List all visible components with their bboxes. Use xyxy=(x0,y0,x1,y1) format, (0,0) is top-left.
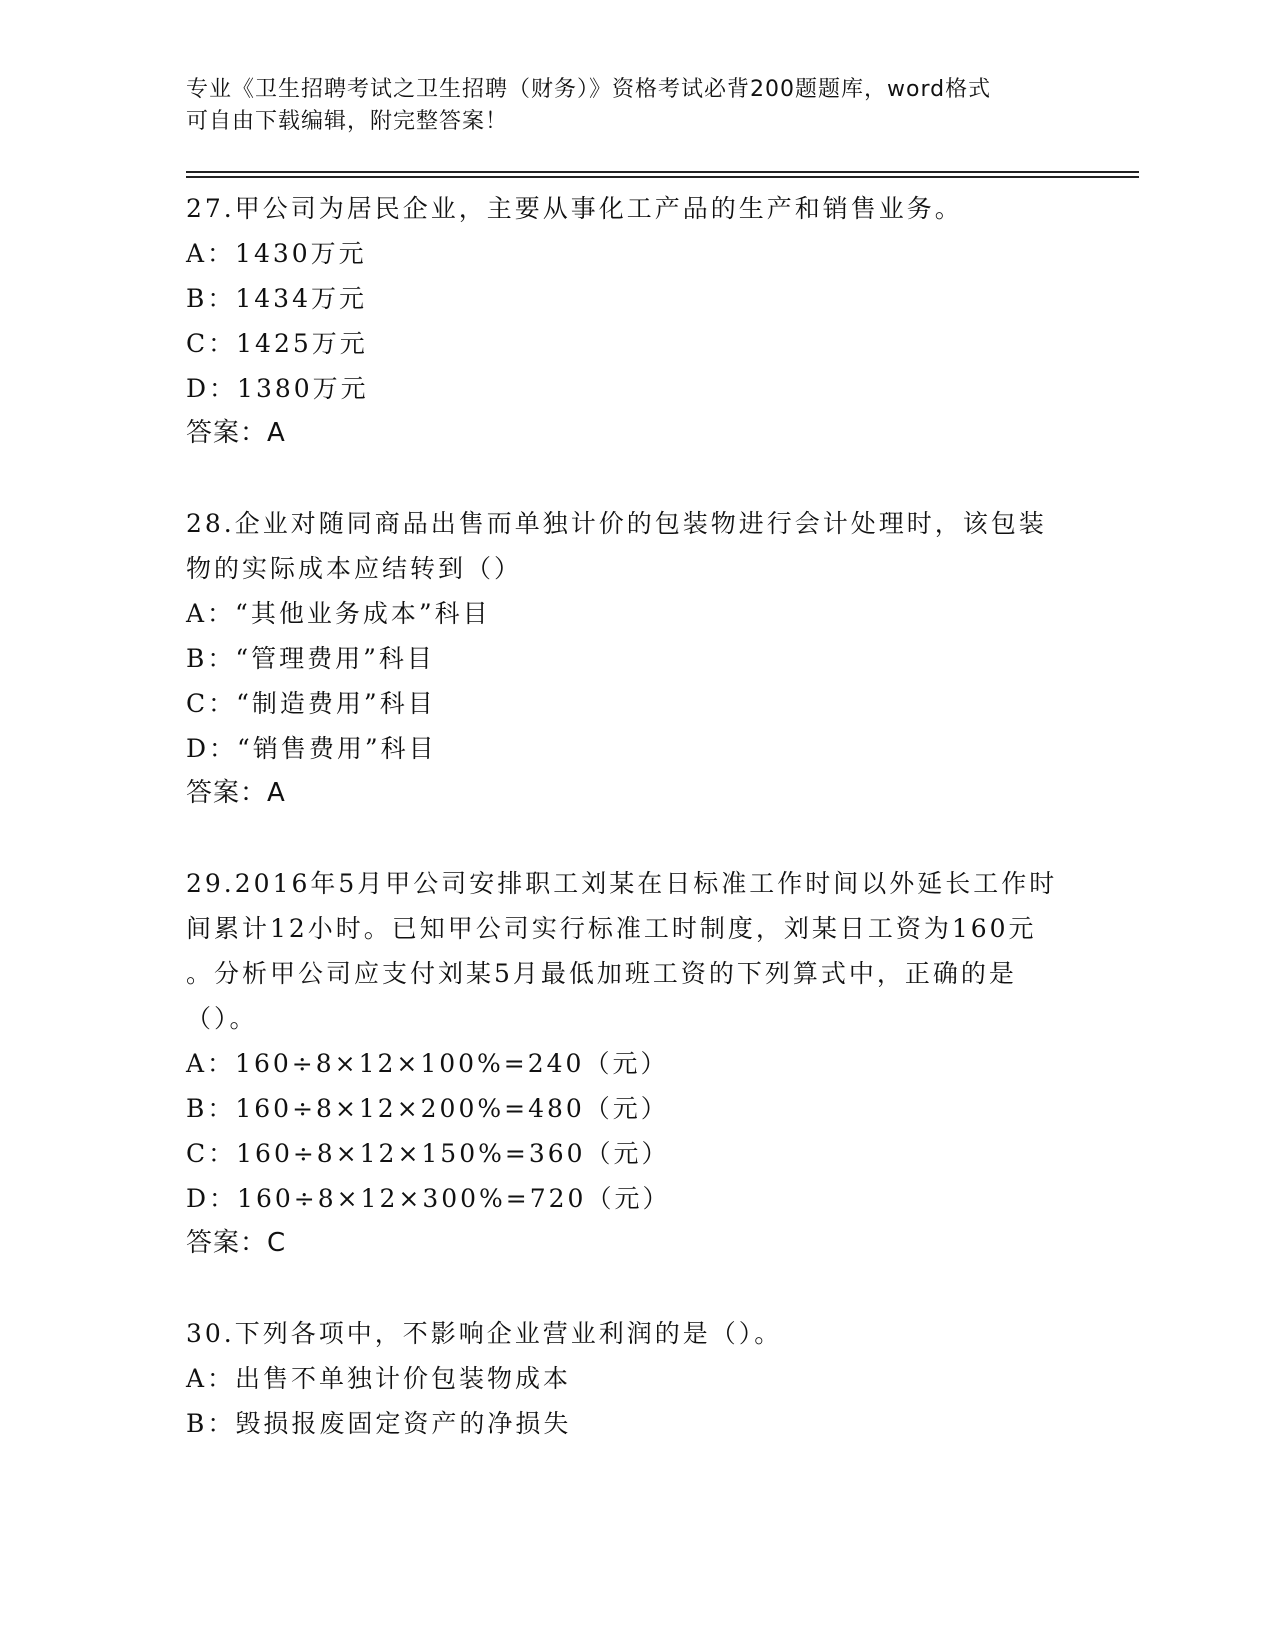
question-28 xyxy=(186,501,1086,816)
spacer xyxy=(186,456,1086,501)
question-stem: （）。 xyxy=(186,1004,258,1033)
question-stem: 29.2016年5月甲公司安排职工刘某在日标准工作时间以外延长工作时 xyxy=(186,869,1058,898)
option-a: A：160÷8×12×100%=240（元） xyxy=(186,1049,669,1078)
spacer xyxy=(186,816,1086,861)
question-list xyxy=(186,186,1086,1446)
question-stem: 。分析甲公司应支付刘某5月最低加班工资的下列算式中，正确的是 xyxy=(186,959,1017,988)
header-divider-bottom xyxy=(186,176,1139,178)
option-d: D：1380万元 xyxy=(186,374,369,403)
option-b: B：1434万元 xyxy=(186,284,367,313)
question-stem: 27.甲公司为居民企业，主要从事化工产品的生产和销售业务。 xyxy=(186,194,963,223)
spacer xyxy=(186,1266,1086,1311)
question-stem: 28.企业对随同商品出售而单独计价的包装物进行会计处理时，该包装 xyxy=(186,509,1047,538)
option-a: A：“其他业务成本”科目 xyxy=(186,599,491,628)
answer: 答案：A xyxy=(186,778,286,808)
question-stem: 间累计12小时。已知甲公司实行标准工时制度，刘某日工资为160元 xyxy=(186,914,1037,943)
question-stem: 物的实际成本应结转到（） xyxy=(186,554,523,583)
document-header xyxy=(186,74,1086,138)
option-b: B：160÷8×12×200%=480（元） xyxy=(186,1094,669,1123)
option-c: C：1425万元 xyxy=(186,329,368,358)
answer: 答案：C xyxy=(186,1228,287,1258)
option-b: B：“管理费用”科目 xyxy=(186,644,435,673)
question-30 xyxy=(186,1311,1086,1446)
header-line-1: 专业《卫生招聘考试之卫生招聘（财务）》资格考试必背200题题库，word格式 xyxy=(186,77,992,102)
question-27 xyxy=(186,186,1086,456)
header-line-2: 可自由下载编辑，附完整答案！ xyxy=(186,109,509,134)
option-b: B：毁损报废固定资产的净损失 xyxy=(186,1409,572,1438)
option-c: C：“制造费用”科目 xyxy=(186,689,436,718)
option-c: C：160÷8×12×150%=360（元） xyxy=(186,1139,670,1168)
option-a: A：出售不单独计价包装物成本 xyxy=(186,1364,572,1393)
question-29 xyxy=(186,861,1086,1266)
option-d: D：“销售费用”科目 xyxy=(186,734,437,763)
header-divider-top xyxy=(186,171,1139,173)
option-d: D：160÷8×12×300%=720（元） xyxy=(186,1184,671,1213)
option-a: A：1430万元 xyxy=(186,239,367,268)
answer: 答案：A xyxy=(186,418,286,448)
question-stem: 30.下列各项中，不影响企业营业利润的是（）。 xyxy=(186,1319,783,1348)
